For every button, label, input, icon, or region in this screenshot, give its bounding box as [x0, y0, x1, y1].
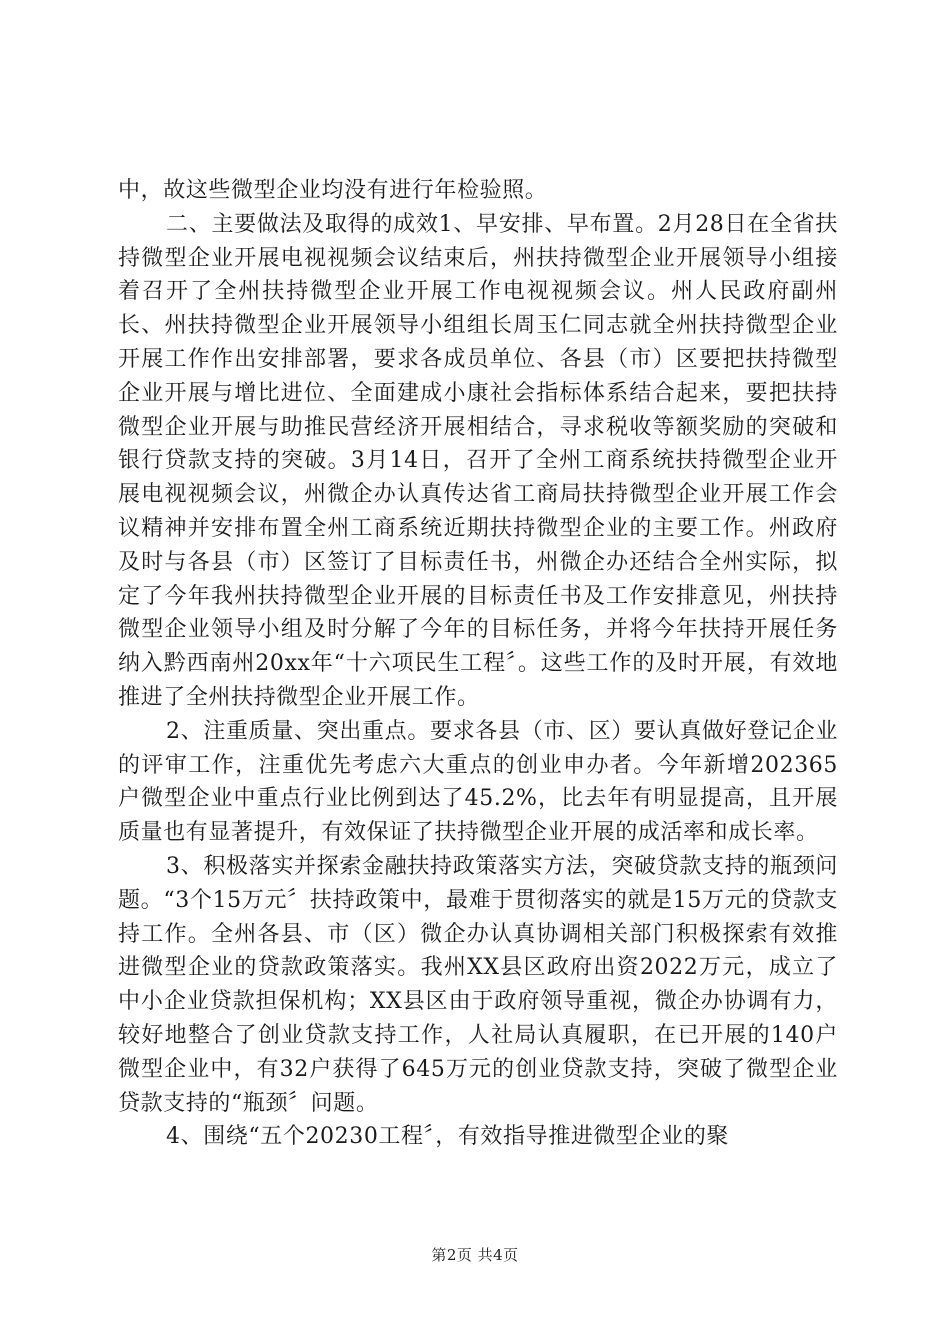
paragraph-section-two: 二、主要做法及取得的成效1、早安排、早布置。2月28日在全省扶持微型企业开展电视视频会议结束后，州扶持微型企业开展领导小组接着召开了全州扶持微型企业开展工作电视视频会议。州人民政府副州长、州扶持微型企业开展领导小组组长周玉仁同志就全州扶持微型企业开展工作作出安排部署，要求各成员单位、各县（市）区要把扶持微型企业开展与增比进位、全面建成小康社会指标体系结合起来，要把扶持微型企业开展与助推民营经济开展相结合，寻求税收等额奖励的突破和银行贷款支持的突破。3月14日，召开了全州工商系统扶持微型企业开展电视视频会议，州微企办认真传达省工商局扶持微型企业开展工作会议精神并安排布置全州工商系统近期扶持微型企业的主要工作。州政府及时与各县（市）区签订了目标责任书，州微企办还结合全州实际，拟定了今年我州扶持微型企业开展的目标责任书及工作安排意见，州扶持微型企业领导小组及时分解了今年的目标任务，并将今年扶持开展任务纳入黔西南州20xx年“十六项民生工程〞。这些工作的及时开展，有效地推进了全州扶持微型企业开展工作。	[118, 211, 838, 710]
paragraph-point-two: 2、注重质量、突出重点。要求各县（市、区）要认真做好登记企业的评审工作，注重优先考虑六大重点的创业申办者。今年新增202365户微型企业中重点行业比例到达了45.2%，比去年有明显提高，且开展质量也有显著提升，有效保证了扶持微型企业开展的成活率和成长率。	[118, 718, 838, 846]
page-number-footer: 第2页 共4页	[431, 1246, 519, 1264]
paragraph-point-four: 4、围绕“五个20230工程〞，有效指导推进微型企业的聚	[166, 1124, 730, 1150]
document-body	[118, 174, 838, 1154]
paragraph-point-three: 3、积极落实并探索金融扶持政策落实方法，突破贷款支持的瓶颈问题。“3个15万元〞扶持政策中，最难于贯彻落实的就是15万元的贷款支持工作。全州各县、市（区）微企办认真协调相关部门积极探索有效推进微型企业的贷款政策落实。我州XX县区政府出资2022万元，成立了中小企业贷款担保机构；XX县区由于政府领导重视，微企办协调有力，较好地整合了创业贷款支持工作，人社局认真履职，在已开展的140户微型企业中，有32户获得了645万元的创业贷款支持，突破了微型企业贷款支持的“瓶颈〞问题。	[118, 853, 838, 1116]
paragraph-continuation: 中，故这些微型企业均没有进行年检验照。	[118, 178, 548, 203]
